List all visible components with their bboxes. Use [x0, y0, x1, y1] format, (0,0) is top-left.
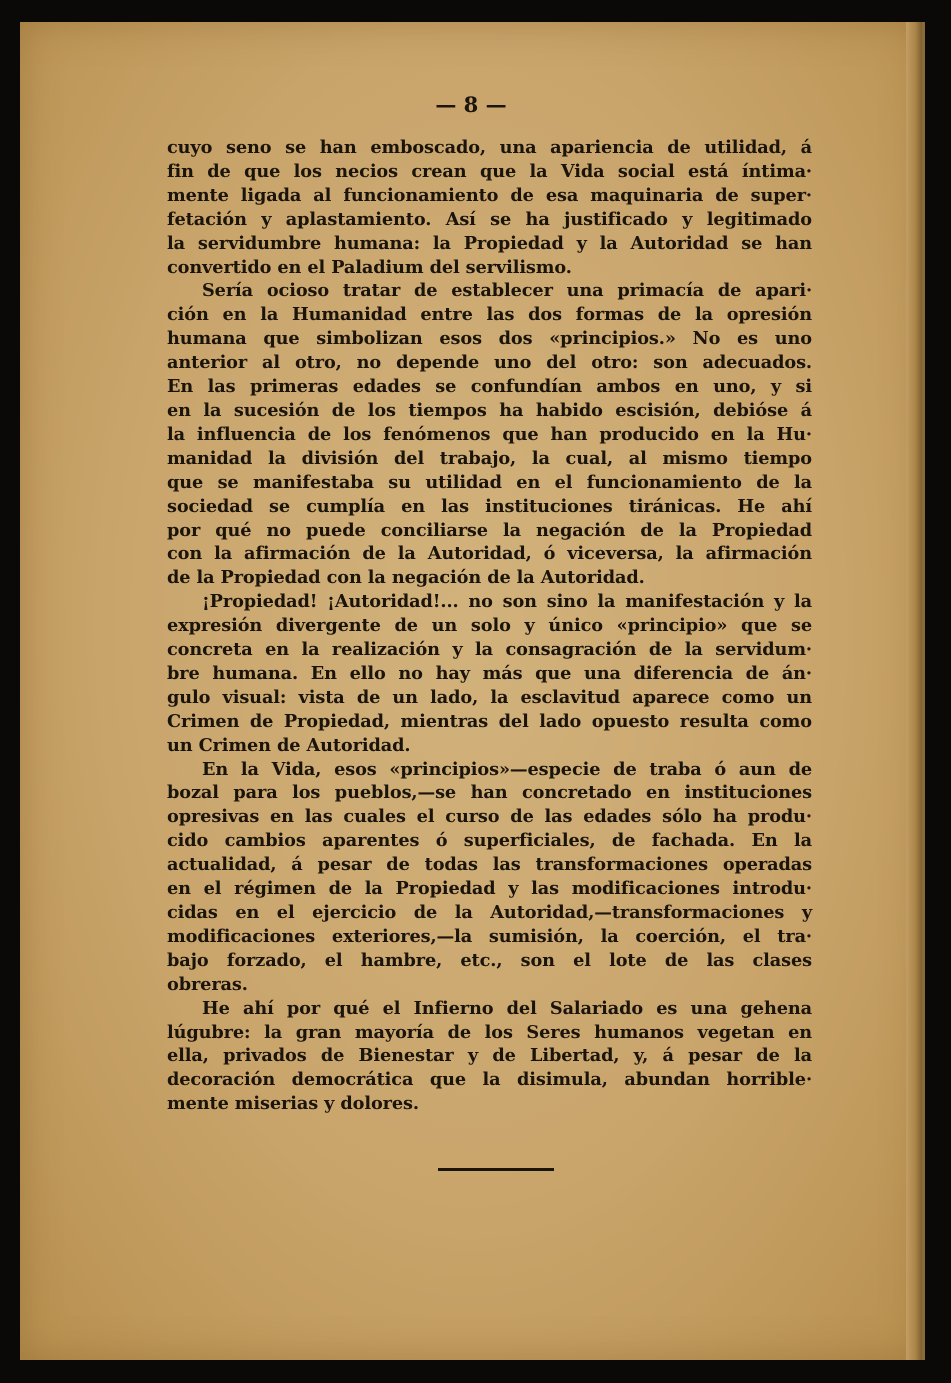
body-text [167, 136, 812, 1116]
text-line: concreta en la realización y la consagración de la servidum· [167, 639, 812, 661]
text-line: bre humana. En ello no hay más que una diferencia de án· [167, 662, 812, 684]
text-line: fin de que los necios crean que la Vida social está íntima· [167, 160, 812, 182]
text-line: anterior al otro, no depende uno del otro: son adecuados. [167, 352, 812, 374]
text-line: ción en la Humanidad entre las dos formas de la opresión [167, 304, 812, 326]
text-line: un Crimen de Autoridad. [167, 734, 411, 756]
text-line: cuyo seno se han emboscado, una apariencia de utilidad, á [167, 137, 812, 158]
text-line: la influencia de los fenómenos que han producido en la Hu· [167, 423, 812, 445]
text-line: lúgubre: la gran mayoría de los Seres humanos vegetan en [167, 1021, 812, 1043]
page-spine-edge [906, 22, 922, 1360]
text-line: convertido en el Paladium del servilismo. [167, 256, 572, 278]
text-line: manidad la división del trabajo, la cual, al mismo tiempo [167, 447, 812, 469]
text-line: la servidumbre humana: la Propiedad y la Autoridad se han [167, 232, 812, 254]
text-line: con la afirmación de la Autoridad, ó viceversa, la afirmación [167, 543, 812, 565]
text-line: opresivas en las cuales el curso de las edades sólo ha produ· [167, 806, 812, 828]
text-line: bajo forzado, el hambre, etc., son el lote de las clases [167, 949, 812, 971]
text-line: expresión divergente de un solo y único «principio» que se [167, 615, 812, 637]
end-rule [438, 1168, 554, 1171]
text-line: obreras. [167, 973, 248, 995]
text-line: ¡Propiedad! ¡Autoridad!... no son sino la manifestación y la [202, 591, 812, 613]
text-line: bozal para los pueblos,—se han concretado en instituciones [167, 782, 812, 804]
text-line: de la Propiedad con la negación de la Autoridad. [167, 567, 645, 589]
text-line: He ahí por qué el Infierno del Salariado es una gehena [202, 997, 812, 1019]
page-number: — 8 — [435, 92, 507, 117]
text-line: En las primeras edades se confundían ambos en uno, y si [167, 376, 812, 398]
text-line: actualidad, á pesar de todas las transformaciones operadas [167, 854, 812, 876]
text-line: mente miserias y dolores. [167, 1093, 419, 1115]
text-line: modificaciones exteriores,—la sumisión, la coerción, el tra· [167, 925, 812, 947]
text-line: gulo visual: vista de un lado, la esclavitud aparece como un [167, 686, 812, 708]
text-line: mente ligada al funcionamiento de esa maquinaria de super· [167, 184, 812, 206]
text-line: ella, privados de Bienestar y de Libertad, y, á pesar de la [167, 1045, 812, 1067]
text-line: humana que simbolizan esos dos «principios.» No es uno [167, 328, 812, 350]
text-line: Sería ocioso tratar de establecer una primacía de apari· [202, 280, 812, 302]
text-line: sociedad se cumplía en las instituciones tiránicas. He ahí [167, 495, 812, 517]
book-page [20, 22, 925, 1360]
text-line: decoración democrática que la disimula, abundan horrible· [167, 1069, 812, 1091]
text-line: En la Vida, esos «principios»—especie de traba ó aun de [202, 758, 812, 780]
text-line: que se manifestaba su utilidad en el funcionamiento de la [167, 471, 812, 493]
text-line: Crimen de Propiedad, mientras del lado opuesto resulta como [167, 710, 812, 732]
text-line: en el régimen de la Propiedad y las modificaciones introdu· [167, 878, 812, 900]
text-line: en la sucesión de los tiempos ha habido escisión, debióse á [167, 399, 812, 421]
text-line: cido cambios aparentes ó superficiales, de fachada. En la [167, 830, 812, 852]
text-line: cidas en el ejercicio de la Autoridad,—transformaciones y [167, 902, 812, 923]
text-line: por qué no puede conciliarse la negación de la Propiedad [167, 519, 812, 541]
text-line: fetación y aplastamiento. Así se ha justificado y legitimado [167, 208, 812, 230]
